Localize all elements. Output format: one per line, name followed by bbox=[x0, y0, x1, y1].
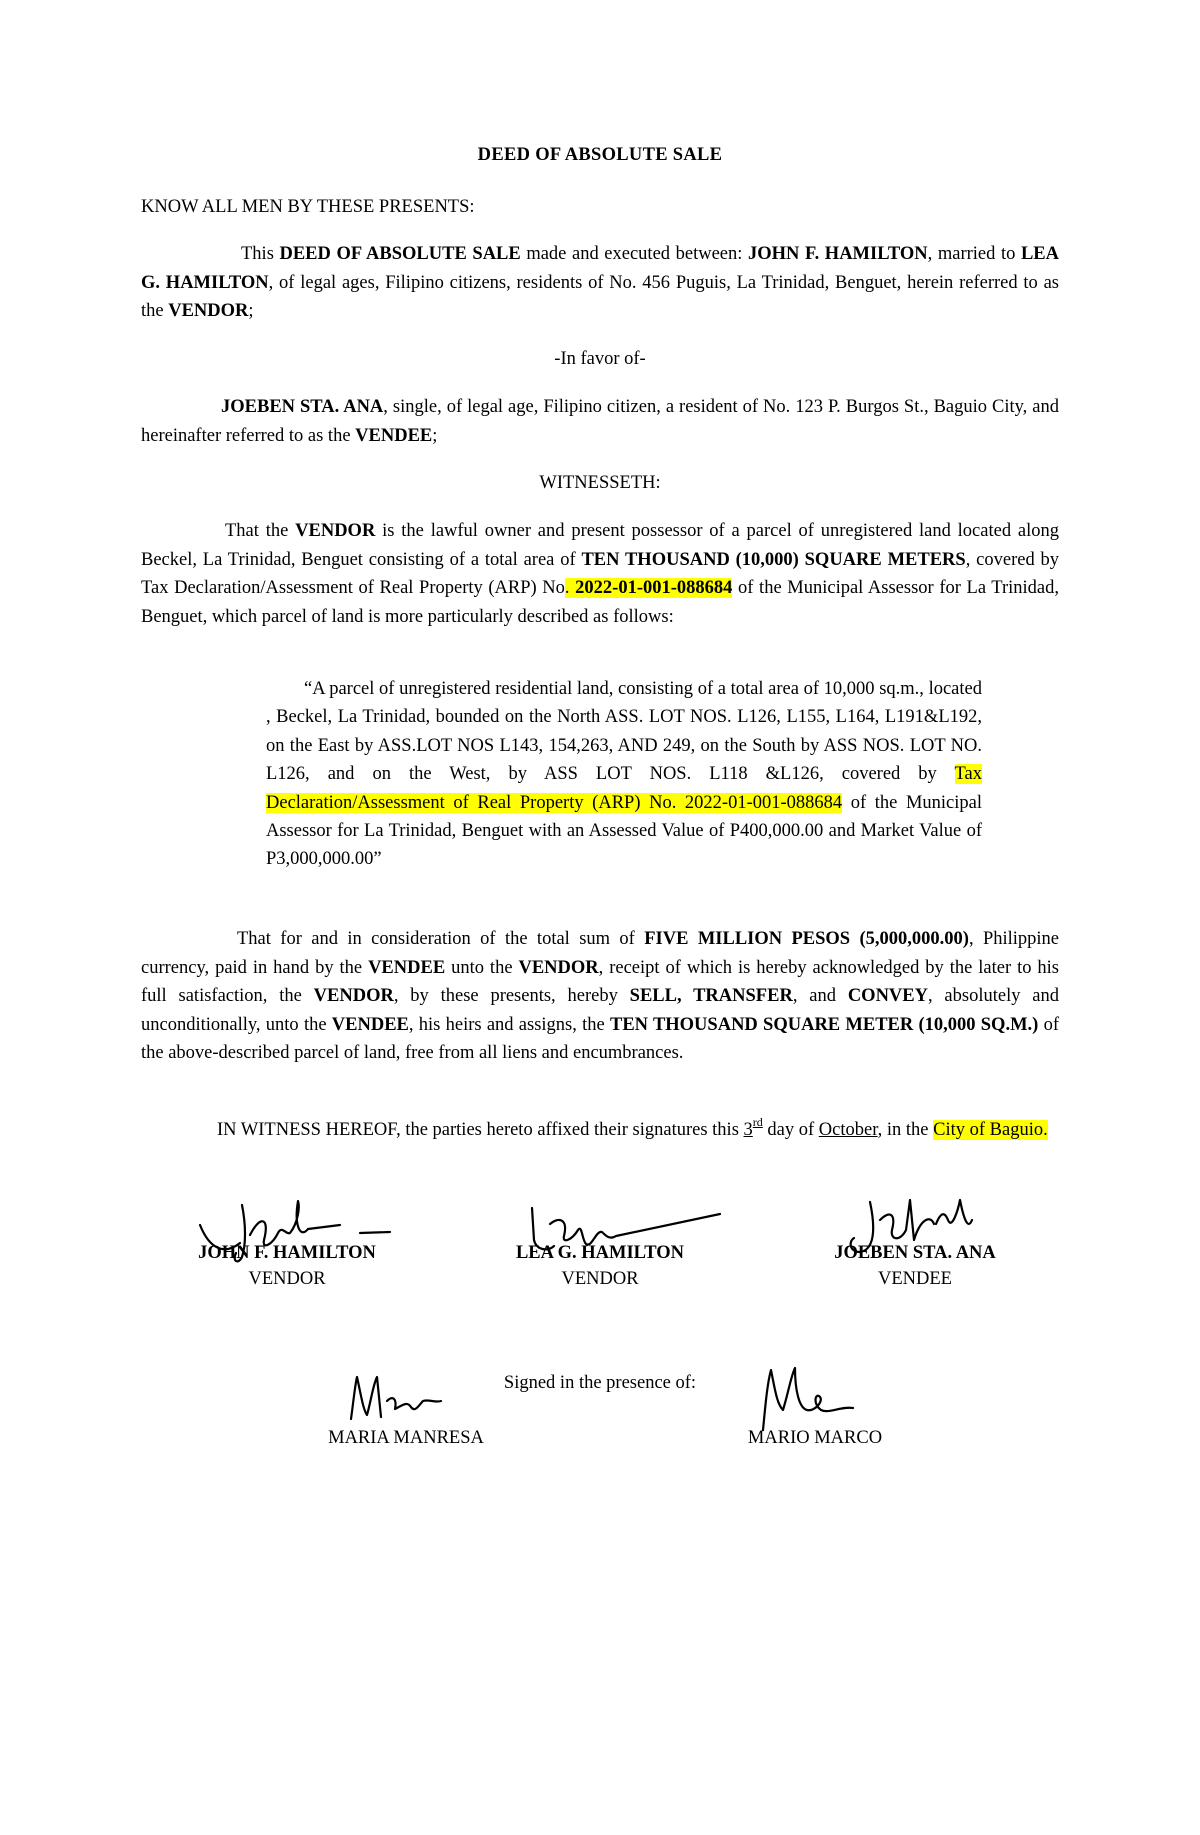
signatory-name: LEA G. HAMILTON bbox=[515, 1243, 685, 1263]
witness-name: MARIA MANRESA bbox=[328, 1428, 484, 1448]
signatory-role: VENDOR bbox=[248, 1269, 326, 1289]
signatory-john-hamilton bbox=[137, 1240, 437, 1292]
document-title: DEED OF ABSOLUTE SALE bbox=[477, 145, 723, 165]
arp-number: 2022-01-001-088684 bbox=[575, 578, 733, 598]
arp-reference: Tax Declaration/Assessment of Real Property (ARP) No. 2022-01-001-088684 bbox=[266, 764, 982, 813]
signatory-name: JOEBEN STA. ANA bbox=[834, 1243, 996, 1263]
witness-hereof-paragraph: IN WITNESS HEREOF, the parties hereto affixed their signatures this 3rd day of October, in the City of Baguio. bbox=[217, 1114, 1048, 1140]
signatory-lea-hamilton bbox=[450, 1240, 750, 1292]
presence-label: Signed in the presence of: bbox=[503, 1373, 697, 1393]
witness-mario-marco bbox=[665, 1425, 965, 1451]
property-paragraph: That the VENDOR is the lawful owner and present possessor of a parcel of unregistered land located along Beckel, La Trinidad, Benguet consisting of a total area of TEN THOUSAND (10,000) SQUARE METERS, covered by Tax Declaration/Assessment of Real Property (ARP) No. 2022-01-001-088684 of the Municipal Assessor for La Trinidad, Benguet, which parcel of land is more particularly described as follows: bbox=[141, 521, 1060, 627]
consideration-paragraph: That for and in consideration of the total sum of FIVE MILLION PESOS (5,000,000.00), Philippine currency, paid in hand by the VENDEE unto the VENDOR, receipt of which is hereby acknowledged by the later to his full satisfaction, the VENDOR, by these presents, hereby SELL, TRANSFER, and CONVEY, absolutely and unconditionally, unto the VENDEE, his heirs and assigns, the TEN THOUSAND SQUARE METER (10,000 SQ.M.) of the above-described parcel of land, free from all liens and encumbrances. bbox=[141, 929, 1060, 1063]
in-favor-of: -In favor of- bbox=[554, 349, 646, 369]
signatory-role: VENDEE bbox=[878, 1269, 952, 1289]
signatory-name: JOHN F. HAMILTON bbox=[198, 1243, 376, 1263]
vendee-paragraph: JOEBEN STA. ANA, single, of legal age, Filipino citizen, a resident of No. 123 P. Burgos St., Baguio City, and hereinafter referred to as the VENDEE; bbox=[141, 397, 1059, 446]
witnesseth-heading: WITNESSETH: bbox=[539, 473, 661, 493]
salutation: KNOW ALL MEN BY THESE PRESENTS: bbox=[141, 197, 475, 217]
witness-name: MARIO MARCO bbox=[747, 1428, 883, 1448]
witness-maria-manresa bbox=[256, 1425, 556, 1451]
property-description-quote: “A parcel of unregistered residential land, consisting of a total area of 10,000 sq.m., located , Beckel, La Trinidad, bounded on the North ASS. LOT NOS. L126, L155, L164, L191&L192, on the East by ASS.LOT NOS L143, 154,263, AND 249, on the South by ASS NOS. LOT NO. L126, and on the West, by ASS LOT NOS. L118 &L126, covered by Tax Declaration/Assessment of Real Property (ARP) No. 2022-01-001-088684 of the Municipal Assessor for La Trinidad, Benguet with an Assessed Value of P400,000.00 and Market Value of P3,000,000.00” bbox=[266, 679, 982, 870]
place-of-signing: City of Baguio. bbox=[933, 1120, 1048, 1140]
signatory-role: VENDOR bbox=[561, 1269, 639, 1289]
parties-paragraph: This DEED OF ABSOLUTE SALE made and executed between: JOHN F. HAMILTON, married to LEA G. HAMILTON, of legal ages, Filipino citizens, residents of No. 456 Puguis, La Trinidad, Benguet, herein referred to as the VENDOR; bbox=[141, 244, 1059, 321]
signatory-joeben-sta-ana bbox=[765, 1240, 1065, 1292]
